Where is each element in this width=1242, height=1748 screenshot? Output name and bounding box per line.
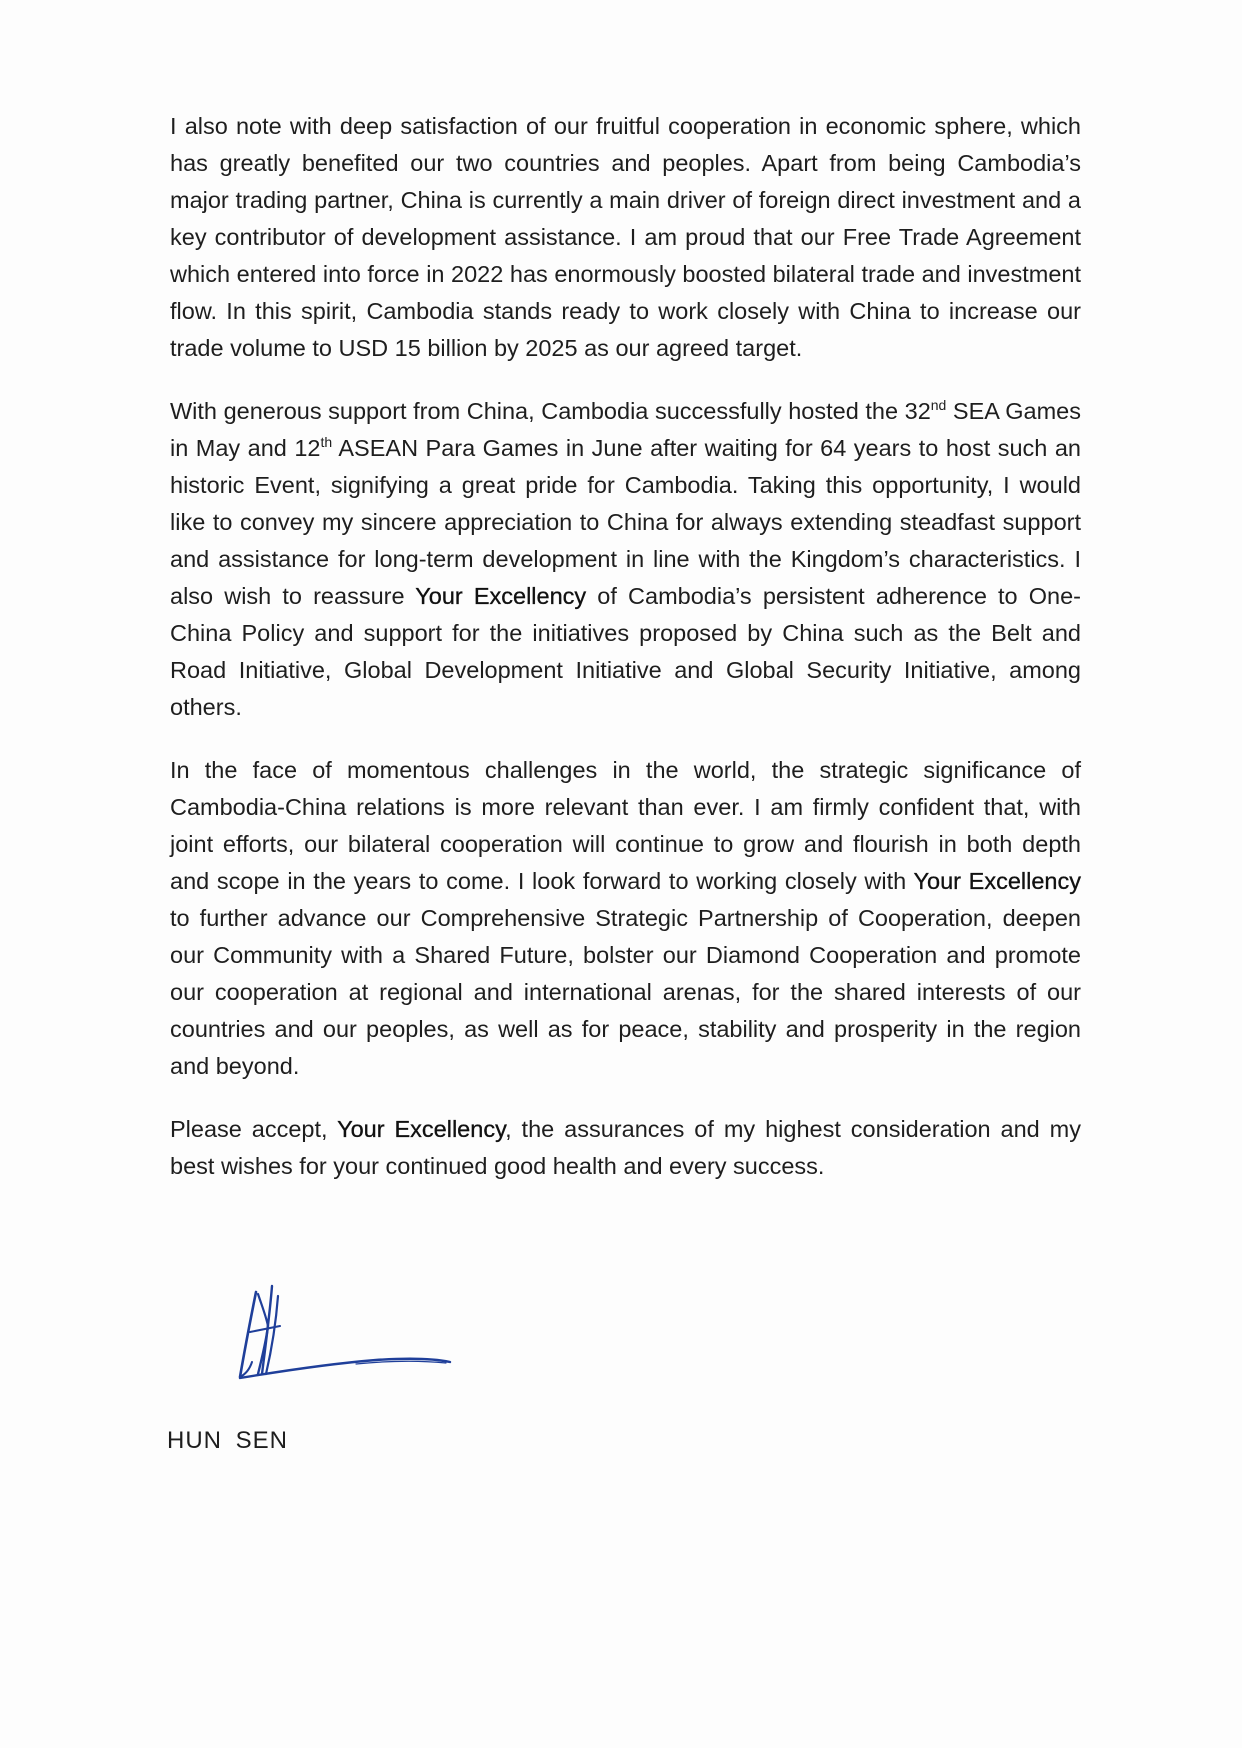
paragraph-economic-cooperation	[170, 108, 1081, 367]
paragraph-sea-games	[170, 393, 1081, 726]
paragraph-closing	[170, 1111, 1081, 1185]
honorific: Your Excellency	[337, 1116, 506, 1142]
paragraph-text: ASEAN Para Games in June after waiting for 64 years to host such an historic Event, signifying a great pride for Cambodia. Taking this opportunity, I would like to convey my sincere appreciation to China for always extending steadfast support and assistance for long-term development in line with the Kingdom’s characteristics. I also wish to reassure	[170, 435, 1081, 609]
paragraph-text: SEA Games in May and 12	[170, 398, 1081, 461]
honorific: Your Excellency	[415, 583, 587, 609]
signature-strokes	[240, 1286, 450, 1378]
paragraph-text: of Cambodia’s persistent adherence to One-China Policy and support for the initiatives proposed by China such as the Belt and Road Initiative, Global Development Initiative and Global Security Initiative, among others.	[170, 583, 1081, 720]
signer-name: HUN SEN	[167, 1427, 289, 1454]
signature-icon	[236, 1282, 476, 1388]
honorific: Your Excellency	[913, 868, 1081, 894]
paragraph-text: With generous support from China, Cambodia successfully hosted the 32	[170, 398, 931, 424]
paragraph-text: Please accept,	[170, 1116, 338, 1142]
paragraph-text: I also note with deep satisfaction of our fruitful cooperation in economic sphere, which has greatly benefited our two countries and peoples. Apart from being Cambodia’s major trading partner, China is currently a main driver of foreign direct investment and a key contributor of development assistance. I am proud that our Free Trade Agreement which entered into force in 2022 has enormously boosted bilateral trade and investment flow. In this spirit, Cambodia stands ready to work closely with China to increase our trade volume to USD 15 billion by 2025 as our agreed target.	[170, 113, 1081, 361]
paragraph-text: , the assurances of my highest consideration and my best wishes for your continued good health and every success.	[170, 1116, 1082, 1179]
paragraph-text: In the face of momentous challenges in the world, the strategic significance of Cambodia-China relations is more relevant than ever. I am firmly confident that, with joint efforts, our bilateral cooperation will continue to grow and flourish in both depth and scope in the years to come. I look forward to working closely with	[170, 757, 1081, 894]
letter-body	[170, 108, 1081, 1211]
paragraph-strategic-significance	[170, 752, 1081, 1085]
ordinal-suffix: nd	[930, 397, 947, 413]
ordinal-suffix: th	[320, 434, 333, 450]
paragraph-text: to further advance our Comprehensive Strategic Partnership of Cooperation, deepen our Community with a Shared Future, bolster our Diamond Cooperation and promote our cooperation at regional and international arenas, for the shared interests of our countries and our peoples, as well as for peace, stability and prosperity in the region and beyond.	[170, 905, 1081, 1079]
handwritten-signature	[236, 1282, 476, 1388]
